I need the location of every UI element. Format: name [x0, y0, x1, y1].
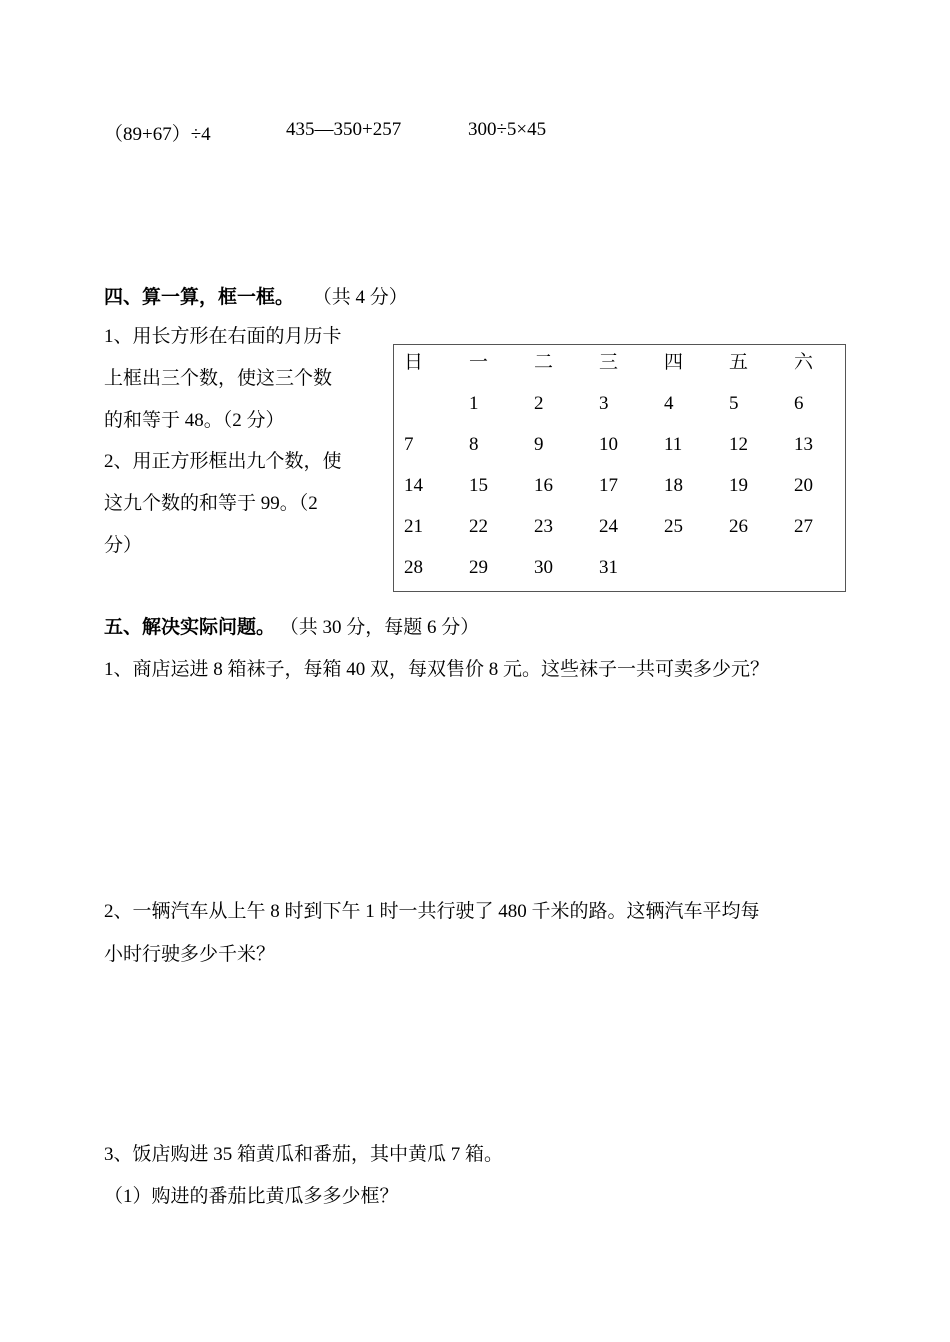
calendar-week-1	[394, 389, 845, 430]
calendar-day: 2	[534, 393, 544, 414]
calendar-day: 12	[729, 434, 748, 455]
weekday-sun: 日	[404, 352, 424, 373]
weekday-sat: 六	[794, 352, 814, 373]
section4-points: （共 4 分）	[312, 287, 408, 308]
section5-title: 五、解决实际问题。	[104, 617, 276, 638]
problem-3: 3、饭店购进 35 箱黄瓜和番茄，其中黄瓜 7 箱。	[104, 1144, 504, 1165]
section4-line-2: 上框出三个数，使这三个数	[104, 368, 333, 389]
calendar-day: 26	[729, 516, 748, 537]
weekday-mon: 一	[469, 352, 489, 373]
calendar-day: 6	[794, 393, 804, 414]
weekday-wed: 三	[599, 352, 619, 373]
calendar-day: 14	[404, 475, 423, 496]
calc-2: 435—350+257	[286, 119, 402, 140]
calendar-day: 3	[599, 393, 609, 414]
section4-line-6: 分）	[104, 535, 143, 556]
problem-2-line-2: 小时行驶多少千米？	[104, 944, 276, 965]
calendar-day: 21	[404, 516, 423, 537]
section5-points: （共 30 分，每题 6 分）	[279, 617, 480, 638]
calendar-day: 13	[794, 434, 813, 455]
calendar-day: 11	[664, 434, 683, 455]
calendar-day: 5	[729, 393, 739, 414]
calc-3: 300÷5×45	[468, 119, 547, 140]
calendar-day: 15	[469, 475, 488, 496]
section4-line-5: 这九个数的和等于 99。（2	[104, 493, 318, 514]
calendar-weekday-row	[394, 348, 845, 389]
calendar-day: 16	[534, 475, 553, 496]
calendar-day: 25	[664, 516, 683, 537]
problem-2-line-1: 2、一辆汽车从上午 8 时到下午 1 时一共行驶了 480 千米的路。这辆汽车平均每	[104, 901, 760, 922]
calendar-week-5	[394, 553, 845, 594]
calendar-day: 31	[599, 557, 618, 578]
calendar-day: 10	[599, 434, 618, 455]
weekday-thu: 四	[664, 352, 684, 373]
section4-line-3: 的和等于 48。（2 分）	[104, 410, 285, 431]
calendar-day: 7	[404, 434, 414, 455]
section5-heading	[104, 612, 479, 639]
calendar-week-4	[394, 512, 845, 553]
calendar-day: 27	[794, 516, 813, 537]
calendar-day: 28	[404, 557, 423, 578]
calendar-day: 19	[729, 475, 748, 496]
calendar-day: 18	[664, 475, 683, 496]
calendar-day: 22	[469, 516, 488, 537]
calendar-day: 20	[794, 475, 813, 496]
calendar-day: 1	[469, 393, 479, 414]
calendar-day: 23	[534, 516, 553, 537]
calendar-day: 9	[534, 434, 544, 455]
section4-line-4: 2、用正方形框出九个数，使	[104, 451, 342, 472]
section4-heading	[104, 282, 408, 309]
calendar-week-3	[394, 471, 845, 512]
calendar-day: 4	[664, 393, 674, 414]
calc-1: （89+67）÷4	[104, 124, 211, 145]
calendar-day: 30	[534, 557, 553, 578]
calendar-day: 8	[469, 434, 479, 455]
section4-line-1: 1、用长方形在右面的月历卡	[104, 326, 342, 347]
calendar-week-2	[394, 430, 845, 471]
calendar-day: 29	[469, 557, 488, 578]
weekday-fri: 五	[729, 352, 749, 373]
problem-3-sub-1: （1）购进的番茄比黄瓜多多少框？	[104, 1186, 399, 1207]
section4-title: 四、算一算，框一框。	[104, 287, 295, 308]
calendar-card	[393, 344, 846, 592]
weekday-tue: 二	[534, 352, 554, 373]
calendar-day: 17	[599, 475, 618, 496]
problem-1: 1、商店运进 8 箱袜子，每箱 40 双，每双售价 8 元。这些袜子一共可卖多少元？	[104, 659, 770, 680]
calendar-day: 24	[599, 516, 618, 537]
